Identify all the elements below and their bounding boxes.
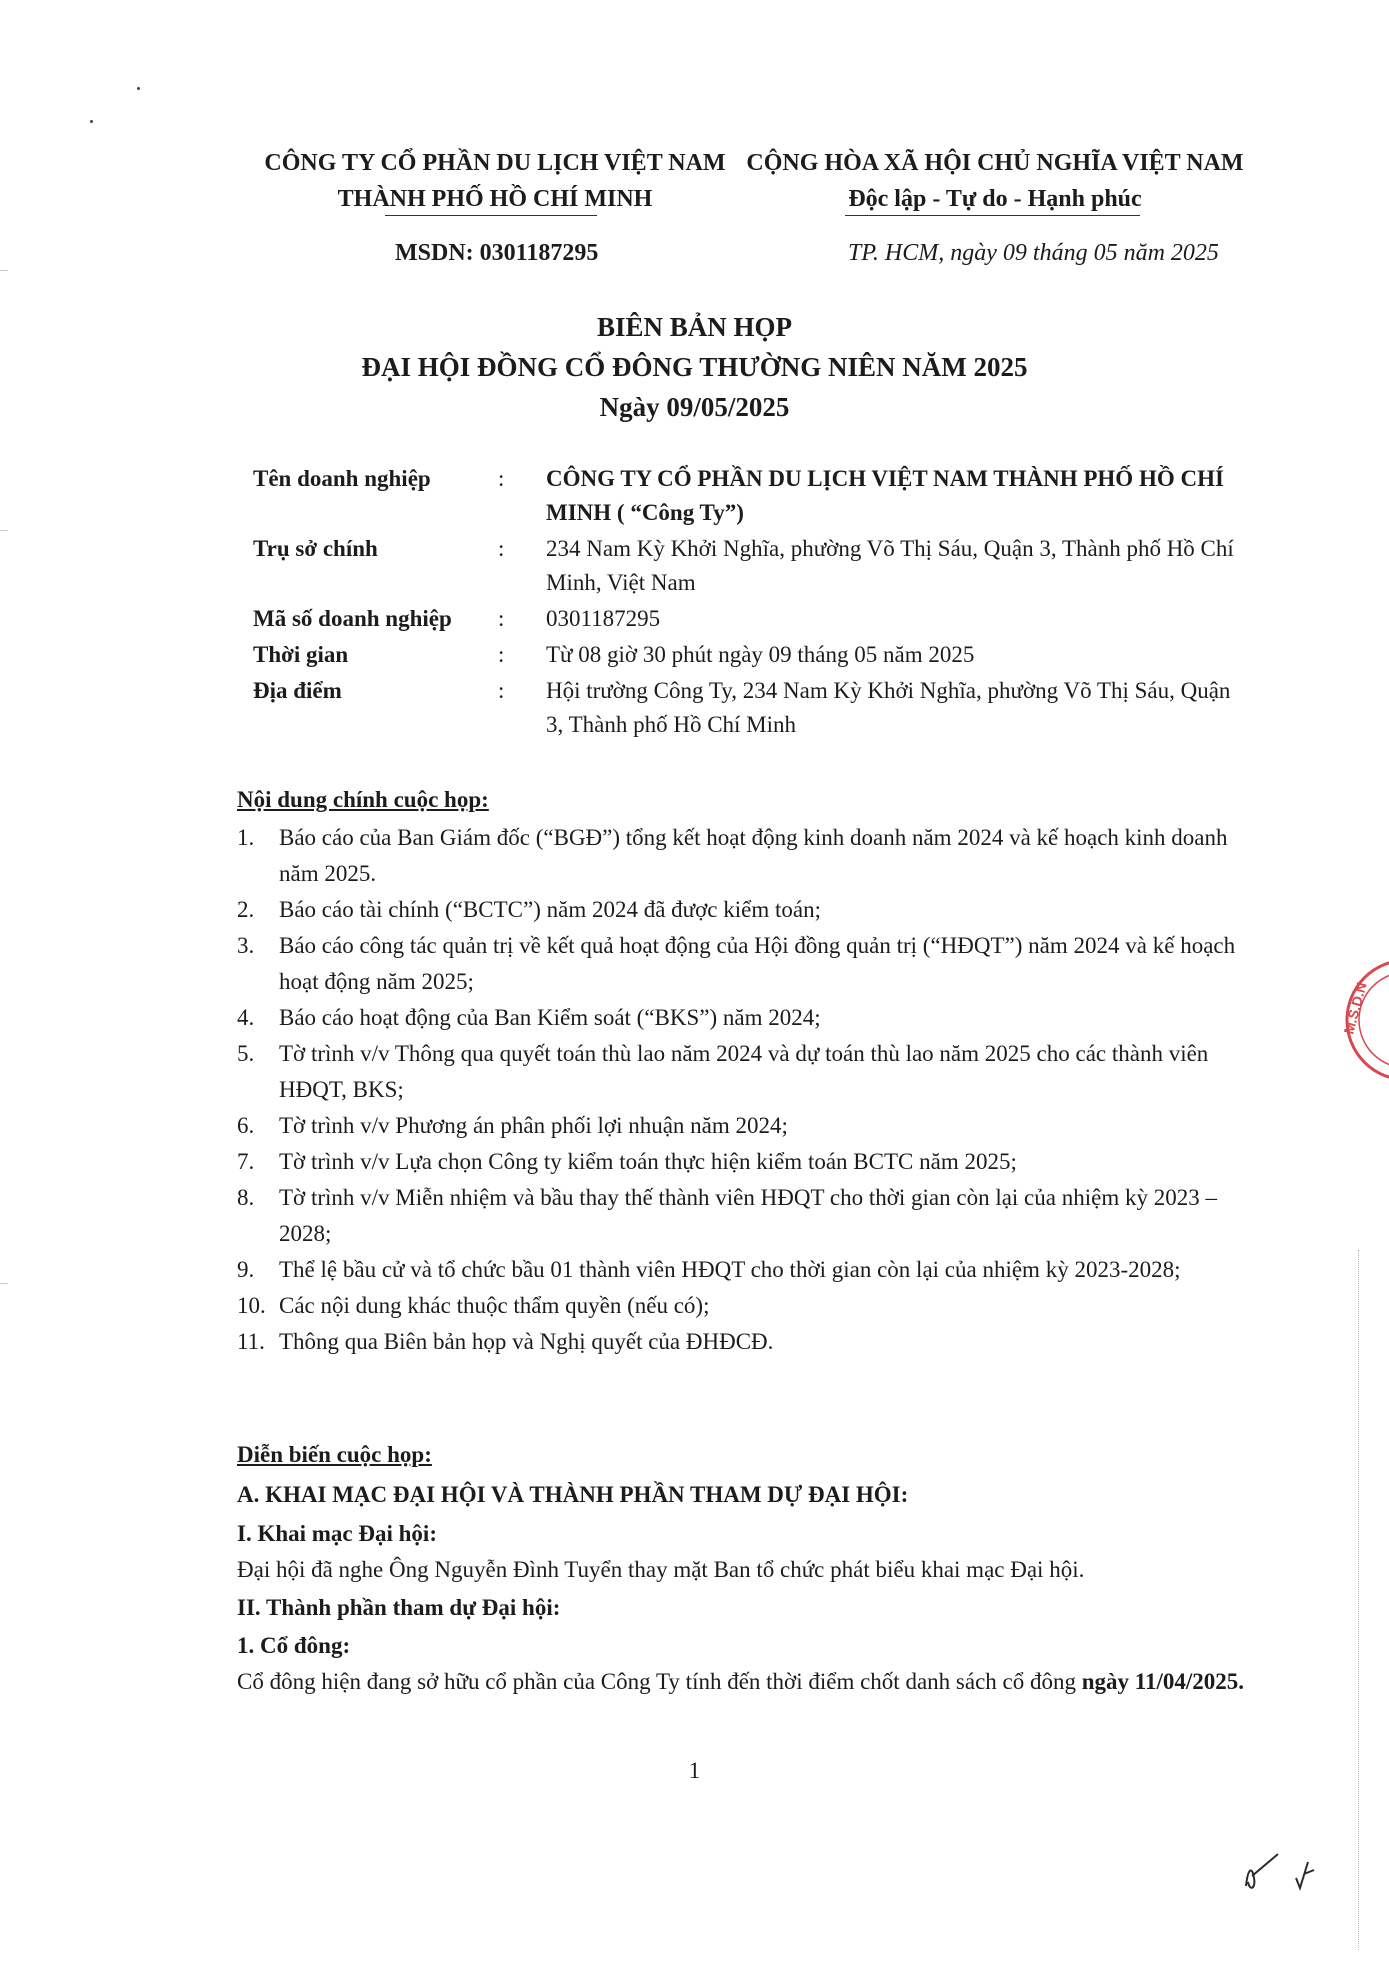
document-date: Ngày 09/05/2025 (599, 392, 790, 422)
agenda-number: 11. (237, 1329, 265, 1354)
info-label: Trụ sở chính (253, 536, 378, 561)
info-value: 0301187295 (546, 606, 661, 631)
agenda-number: 6. (237, 1113, 255, 1138)
company-header (255, 145, 735, 217)
agenda-number: 5. (237, 1041, 255, 1066)
company-underline (385, 215, 597, 216)
agenda-text: Tờ trình v/v Lựa chọn Công ty kiểm toán thực hiện kiểm toán BCTC năm 2025; (279, 1149, 1017, 1174)
agenda-number: 9. (237, 1257, 255, 1282)
company-stamp (1335, 955, 1389, 1085)
agenda-list (237, 820, 1247, 1360)
agenda-number: 7. (237, 1149, 255, 1174)
scan-speck (137, 87, 140, 90)
agenda-item (237, 1036, 1247, 1108)
shareholder-text: Cổ đông hiện đang sở hữu cổ phần của Công Ty tính đến thời điểm chốt danh sách cổ đông (237, 1669, 1076, 1694)
national-motto: Độc lập - Tự do - Hạnh phúc (848, 186, 1142, 212)
national-header (735, 145, 1255, 217)
edge-mark (0, 530, 8, 531)
agenda-item (237, 1000, 1247, 1036)
agenda-item (237, 820, 1247, 892)
agenda-item (237, 1108, 1247, 1144)
agenda-text: Báo cáo công tác quản trị về kết quả hoạt động của Hội đồng quản trị (“HĐQT”) năm 2024 và kế hoạch hoạt động năm 2025; (279, 933, 1236, 994)
agenda-number: 10. (237, 1293, 266, 1318)
info-label: Mã số doanh nghiệp (253, 606, 452, 631)
agenda-number: 3. (237, 933, 255, 958)
agenda-text: Thể lệ bầu cử và tổ chức bầu 01 thành viên HĐQT cho thời gian còn lại của nhiệm kỳ 2023-2028; (279, 1257, 1181, 1282)
agenda-item (237, 892, 1247, 928)
agenda-item (237, 1252, 1247, 1288)
page-number: 1 (688, 1758, 701, 1783)
edge-mark (0, 270, 8, 271)
initials-signature (1238, 1848, 1328, 1898)
agenda-text: Báo cáo tài chính (“BCTC”) năm 2024 đã được kiểm toán; (279, 897, 821, 922)
info-colon: : (498, 678, 505, 703)
info-value: Hội trường Công Ty, 234 Nam Kỳ Khởi Nghĩa, phường Võ Thị Sáu, Quận 3, Thành phố Hồ Chí Minh (546, 678, 1231, 737)
info-colon: : (498, 642, 505, 667)
info-colon: : (498, 466, 505, 491)
section-a-heading: A. KHAI MẠC ĐẠI HỘI VÀ THÀNH PHẦN THAM DỰ ĐẠI HỘI: (237, 1482, 909, 1507)
agenda-text: Tờ trình v/v Miễn nhiệm và bầu thay thế thành viên HĐQT cho thời gian còn lại của nhiệm kỳ 2023 – 2028; (279, 1185, 1217, 1246)
section-1-heading: 1. Cổ đông: (237, 1633, 351, 1658)
info-label: Thời gian (253, 642, 349, 667)
info-label: Địa điểm (253, 678, 342, 703)
edge-mark (0, 1283, 8, 1284)
agenda-number: 1. (237, 825, 255, 850)
agenda-number: 8. (237, 1185, 255, 1210)
info-label: Tên doanh nghiệp (253, 466, 431, 491)
stamp-text: M.S.D.N (1340, 980, 1370, 1036)
agenda-text: Báo cáo hoạt động của Ban Kiểm soát (“BKS”) năm 2024; (279, 1005, 821, 1030)
company-name-line2: THÀNH PHỐ HỒ CHÍ MINH (337, 186, 653, 212)
motto-underline (845, 215, 1140, 216)
agenda-text: Tờ trình v/v Thông qua quyết toán thù lao năm 2024 và dự toán thù lao năm 2025 cho các thành viên HĐQT, BKS; (279, 1041, 1209, 1102)
info-row (253, 638, 1253, 672)
section-ii-heading: II. Thành phần tham dự Đại hội: (237, 1595, 561, 1620)
agenda-text: Các nội dung khác thuộc thẩm quyền (nếu có); (279, 1293, 710, 1318)
agenda-text: Tờ trình v/v Phương án phân phối lợi nhuận năm 2024; (279, 1113, 788, 1138)
info-value: Từ 08 giờ 30 phút ngày 09 tháng 05 năm 2025 (546, 642, 975, 667)
document-title: BIÊN BẢN HỌP (596, 312, 793, 342)
company-name-line1: CÔNG TY CỔ PHẦN DU LỊCH VIỆT NAM (264, 150, 726, 176)
margin-line (1358, 1250, 1359, 1950)
document-subtitle: ĐẠI HỘI ĐỒNG CỔ ĐÔNG THƯỜNG NIÊN NĂM 2025 (361, 352, 1028, 382)
info-row (253, 532, 1253, 600)
agenda-number: 4. (237, 1005, 255, 1030)
info-value: CÔNG TY CỔ PHẦN DU LỊCH VIỆT NAM THÀNH PHỐ HỒ CHÍ MINH ( “Công Ty”) (546, 466, 1224, 525)
info-row (253, 674, 1253, 742)
agenda-item (237, 1288, 1247, 1324)
business-code: MSDN: 0301187295 (395, 240, 599, 266)
info-value: 234 Nam Kỳ Khởi Nghĩa, phường Võ Thị Sáu, Quận 3, Thành phố Hồ Chí Minh, Việt Nam (546, 536, 1234, 595)
agenda-text: Thông qua Biên bản họp và Nghị quyết của ĐHĐCĐ. (279, 1329, 774, 1354)
agenda-text: Báo cáo của Ban Giám đốc (“BGĐ”) tổng kết hoạt động kinh doanh năm 2024 và kế hoạch kinh doanh năm 2025. (279, 825, 1228, 886)
agenda-item (237, 1144, 1247, 1180)
info-colon: : (498, 536, 505, 561)
shareholder-date: ngày 11/04/2025. (1081, 1669, 1245, 1694)
shareholder-paragraph (237, 1664, 1247, 1700)
agenda-item (237, 928, 1247, 1000)
meeting-info (253, 462, 1253, 744)
info-row (253, 462, 1253, 530)
info-row (253, 602, 1253, 636)
scan-speck (90, 120, 93, 123)
place-date: TP. HCM, ngày 09 tháng 05 năm 2025 (848, 240, 1219, 266)
section-i-heading: I. Khai mạc Đại hội: (237, 1521, 437, 1546)
proceedings-heading: Diễn biến cuộc họp: (237, 1442, 432, 1467)
info-colon: : (498, 606, 505, 631)
agenda-heading: Nội dung chính cuộc họp: (237, 787, 489, 812)
agenda-number: 2. (237, 897, 255, 922)
agenda-item (237, 1180, 1247, 1252)
national-title: CỘNG HÒA XÃ HỘI CHỦ NGHĨA VIỆT NAM (746, 150, 1244, 176)
opening-paragraph: Đại hội đã nghe Ông Nguyễn Đình Tuyển thay mặt Ban tổ chức phát biểu khai mạc Đại hội. (237, 1557, 1085, 1582)
agenda-item (237, 1324, 1247, 1360)
